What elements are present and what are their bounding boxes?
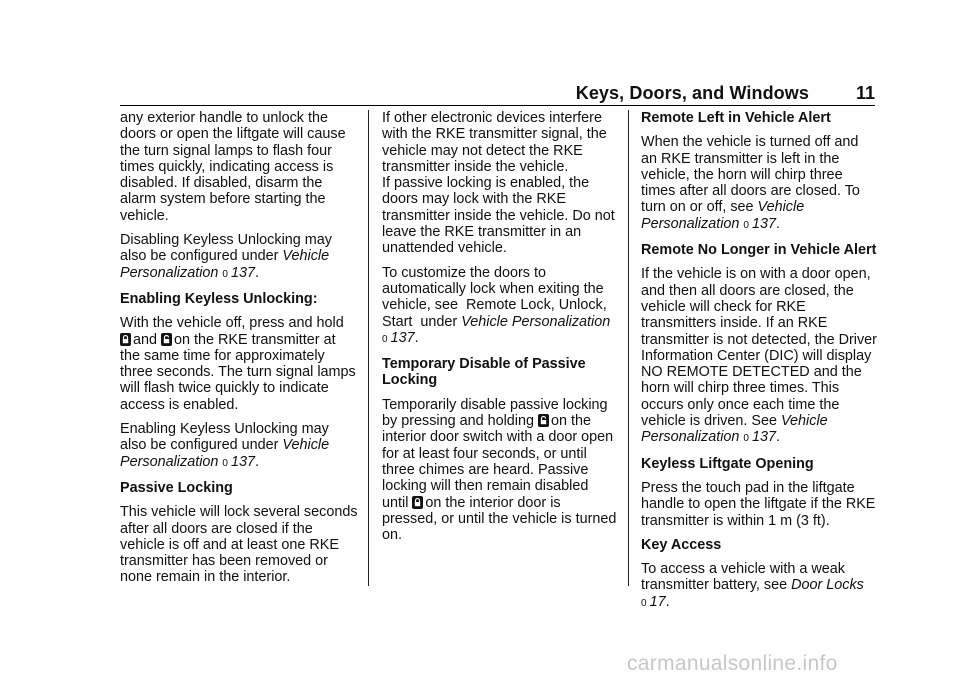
paragraph: If passive locking is enabled, the doors may lock with the RKE transmitter inside the vehicle. Do not leave the RKE transmitter in an unattended vehicle.	[382, 175, 615, 257]
column-divider	[628, 110, 629, 586]
paragraph: Enabling Keyless Unlocking may also be configured under Vehicle Personalization 0 137.	[120, 421, 330, 470]
page-ref-number[interactable]: 137	[230, 453, 255, 470]
cross-reference-link[interactable]: Vehicle Personalization	[120, 437, 330, 470]
page-ref-icon: 0	[743, 433, 749, 445]
page-ref-icon: 0	[641, 597, 647, 609]
cross-reference-link[interactable]: Vehicle Personalization	[641, 413, 828, 446]
page-ref-icon: 0	[222, 268, 228, 280]
column-divider	[368, 110, 369, 586]
unlock-icon	[161, 333, 172, 346]
section-heading: Enabling Keyless Unlocking:	[120, 290, 318, 307]
page-ref-icon: 0	[382, 333, 388, 345]
header-rule	[120, 105, 875, 106]
section-heading: Remote Left in Vehicle Alert	[641, 110, 831, 126]
section-heading: Temporary Disable of Passive Locking	[382, 356, 586, 389]
page-ref-number[interactable]: 137	[230, 264, 255, 281]
lock-icon	[412, 496, 423, 509]
paragraph: Press the touch pad in the liftgate handle to open the liftgate if the RKE transmitter is within 1 m (3 ft).	[641, 479, 876, 529]
paragraph: Disabling Keyless Unlocking may also be configured under Vehicle Personalization 0 137.	[120, 232, 332, 281]
cross-reference-link[interactable]: Vehicle Personalization	[120, 248, 330, 281]
column-middle	[382, 110, 618, 551]
paragraph: To access a vehicle with a weak transmitter battery, see Door Locks 0 17.	[641, 561, 864, 610]
section-heading: Passive Locking	[120, 479, 233, 496]
page-title: Keys, Doors, and Windows	[575, 83, 809, 103]
paragraph: If other electronic devices interfere with the RKE transmitter signal, the vehicle may not detect the RKE transmitter inside the vehicle.	[382, 110, 607, 175]
page-ref-number[interactable]: 137	[751, 429, 776, 446]
lock-icon	[120, 333, 131, 346]
paragraph: With the vehicle off, press and hold and on the RKE transmitter at the same time for approximately three seconds. The turn signal lamps will flash twice quickly to indicate access is enabled.	[120, 315, 356, 413]
paragraph: When the vehicle is turned off and an RKE transmitter is left in the vehicle, the horn will chirp three times after all doors are closed. To turn on or off, see Vehicle Personalization 0 137.	[641, 134, 860, 232]
page-ref-icon: 0	[222, 457, 228, 469]
page-ref-number[interactable]: 137	[390, 329, 415, 346]
page-header	[120, 80, 875, 105]
paragraph: any exterior handle to unlock the doors or open the liftgate will cause the turn signal lamps to flash four times quickly, indicating access is disabled. If disabled, disarm the alarm system before starting the vehicle.	[120, 110, 346, 224]
cross-reference-link[interactable]: Door Locks	[791, 577, 864, 594]
section-heading: Key Access	[641, 536, 722, 553]
paragraph: Temporarily disable passive locking by pressing and holding on the interior door switch with a door open for at least four seconds, or until three chimes are heard. Passive locking will then remain disabled until on the interior door is pressed, or until the vehicle is turned on.	[382, 396, 617, 544]
watermark: carmanualsonline.info	[627, 652, 838, 675]
unlock-icon	[538, 414, 549, 427]
paragraph: This vehicle will lock several seconds after all doors are closed if the vehicle is off and at least one RKE transmitter has been removed or none remain in the interior.	[120, 504, 358, 586]
page-ref-icon: 0	[743, 219, 749, 231]
paragraph: To customize the doors to automatically lock when exiting the vehicle, see Remote Lock, Unlock, Start under Vehicle Personalization 0 137.	[382, 264, 611, 346]
page-number: 11	[855, 83, 875, 103]
column-left	[120, 110, 358, 594]
page-ref-number[interactable]: 137	[751, 215, 776, 232]
column-right	[641, 110, 877, 620]
cross-reference-link[interactable]: Vehicle Personalization	[641, 199, 805, 232]
section-heading: Remote No Longer in Vehicle Alert	[641, 242, 877, 259]
page-ref-number[interactable]: 17	[649, 593, 666, 610]
cross-reference-link[interactable]: Vehicle Personalization	[461, 313, 611, 330]
section-heading: Keyless Liftgate Opening	[641, 455, 814, 472]
paragraph: If the vehicle is on with a door open, and then all doors are closed, the vehicle will check for RKE transmitters inside. If an RKE transmitter is not detected, the Driver Information Center (DIC) will display NO REMOTE DETECTED and the horn will chirp three times. This occurs only once each time the vehicle is driven. See Vehicle Personalization 0 137.	[641, 266, 877, 446]
